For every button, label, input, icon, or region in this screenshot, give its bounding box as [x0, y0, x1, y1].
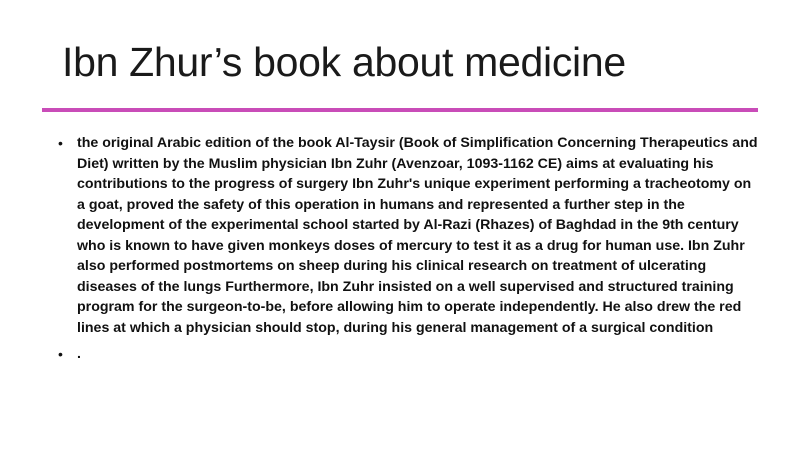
bullet-item — [58, 133, 758, 338]
bullet-list — [58, 133, 758, 365]
bullet-dot-icon: • — [58, 135, 63, 151]
bullet-dot-icon: • — [58, 346, 63, 362]
title-divider — [42, 108, 758, 112]
bullet-text: the original Arabic edition of the book Al-Taysir (Book of Simplification Concerning Therapeutics and Diet) written by the Muslim physician Ibn Zuhr (Avenzoar, 1093-1162 CE) aims at evaluating his contributions to the progress of surgery Ibn Zuhr's unique experiment performing a tracheotomy on a goat, proved the safety of this operation in humans and represented a further step in the development of the experimental school started by Al-Razi (Rhazes) of Baghdad in the 9th century who is known to have given monkeys doses of mercury to test it as a drug for human use. Ibn Zuhr also performed postmortems on sheep during his clinical research on treatment of ulcerating diseases of the lungs Furthermore, Ibn Zuhr insisted on a well supervised and structured training program for the surgeon-to-be, before allowing him to operate independently. He also drew the red lines at which a physician should stop, during his general management of a surgical condition — [77, 135, 758, 336]
slide-title: Ibn Zhur’s book about medicine — [62, 39, 626, 85]
bullet-item — [58, 344, 758, 365]
bullet-text: . — [77, 346, 81, 362]
